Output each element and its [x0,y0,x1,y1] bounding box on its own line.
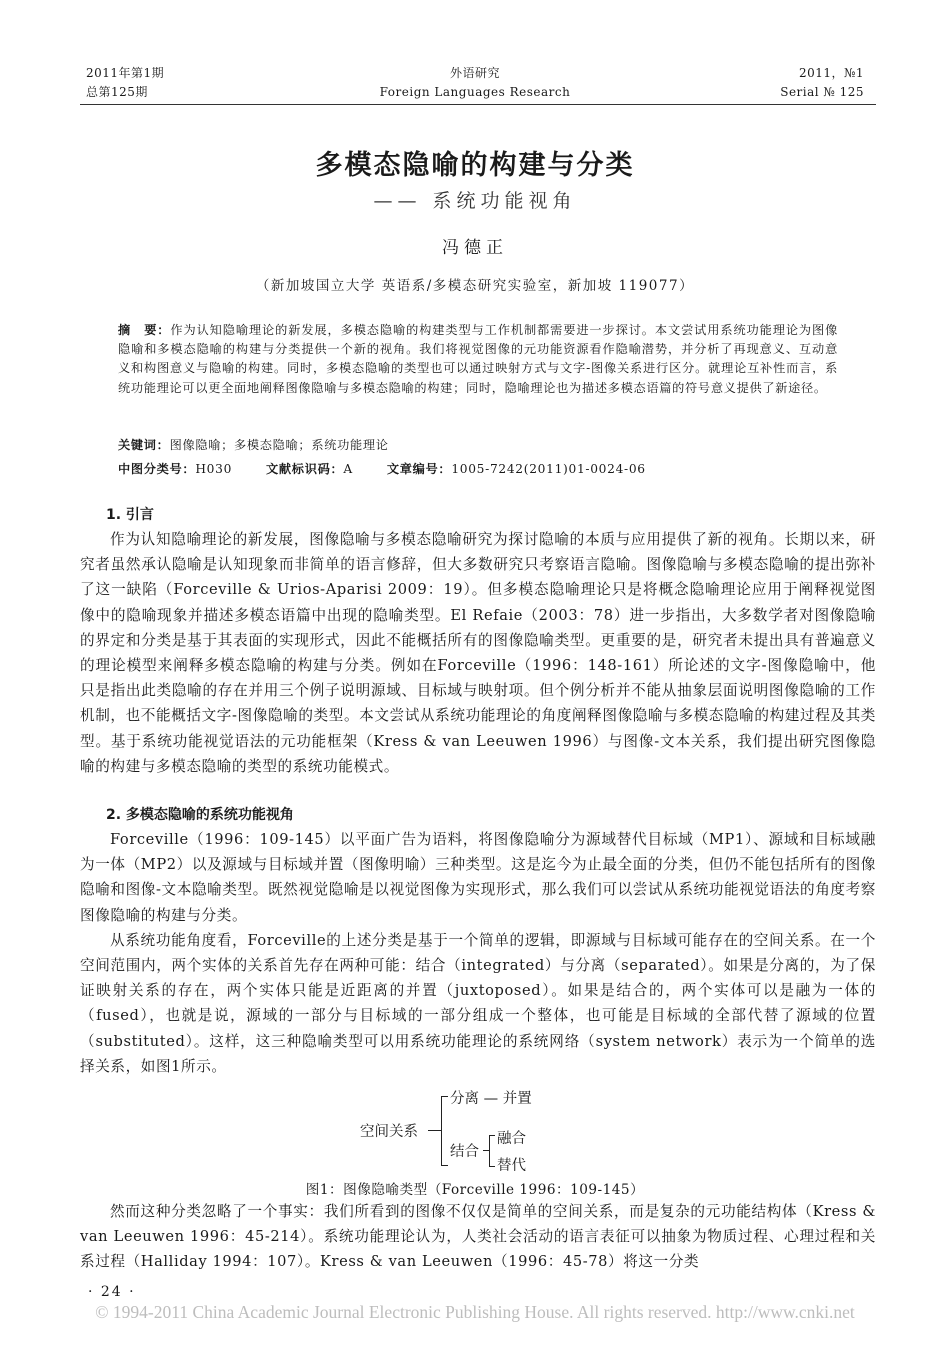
section-1-heading: 1. 引言 [106,507,154,523]
section-1-body: 作为认知隐喻理论的新发展，图像隐喻与多模态隐喻研究为探讨隐喻的本质与应用提供了新的视角。长期以来，研究者虽然承认隐喻是认知现象而非简单的语言修辞，但大多数研究只考察语言隐喻。图像隐喻与多模态隐喻的提出弥补了这一缺陷（Forceville & Urios-Aparisi 2009：19）。但多模态隐喻理论只是将概念隐喻理论应用于阐释视觉图像中的隐喻现象并描述多模态语篇中出现的隐喻类型。El Refaie（2003：78）进一步指出，大多数学者对图像隐喻的界定和分类是基于其表面的实现形式，因此不能概括所有的图像隐喻类型。更重要的是，研究者未提出具有普遍意义的理论模型来阐释多模态隐喻的构建与分类。例如在Forceville（1996：148-161）所论述的文字-图像隐喻中，他只是指出此类隐喻的存在并用三个例子说明源域、目标域与映射项。但个例分析并不能从抽象层面说明图像隐喻的工作机制，也不能概括文字-图像隐喻的类型。本文尝试从系统功能理论的角度阐释图像隐喻与多模态隐喻的构建过程及其类型。基于系统功能视觉语法的元功能框架（Kress & van Leeuwen 1996）与图像-文本关系，我们提出研究图像隐喻的构建与多模态隐喻的类型的系统功能模式。 [80,531,876,775]
header-issue: 2011年第1期 总第125期 [86,66,165,99]
author: 冯德正 [442,238,508,258]
figure-1-system-network [354,1084,564,1176]
figure-connector [428,1130,441,1131]
figure-leaf-substitute: 替代 [497,1158,526,1174]
copyright-watermark: © 1994-2011 China Academic Journal Electronic Publishing House. All rights reserved. http://www.cnki.net [95,1302,855,1322]
abstract [118,321,838,398]
keywords-label: 关键词： [118,438,170,452]
keywords [118,436,838,455]
figure-branch-integrated: 结合 [450,1144,479,1160]
figure-leaf-fuse: 融合 [497,1131,526,1147]
figure-sub-bracket [489,1135,490,1167]
figure-1-caption: 图1：图像隐喻类型（Forceville 1996：109-145） [305,1182,645,1198]
figure-root-label: 空间关系 [360,1124,418,1140]
page-number: · 24 · [88,1284,136,1300]
affiliation: （新加坡国立大学 英语系/多模态研究实验室，新加坡 119077） [255,278,695,294]
header-serial: 2011，№1 Serial № 125 [780,66,864,99]
keywords-text: 图像隐喻；多模态隐喻；系统功能理论 [169,438,389,452]
abstract-text: 作为认知隐喻理论的新发展，多模态隐喻的构建类型与工作机制都需要进一步探讨。本文尝试用系统功能理论为图像隐喻和多模态隐喻的构建与分类提供一个新的视角。我们将视觉图像的元功能资源看作隐喻潜势，并分析了再现意义、互动意义和构图意义与隐喻的构建。同时，多模态隐喻的类型也可以通过映射方式与文字-图像关系进行区分。就理论互补性而言，系统功能理论可以更全面地阐释图像隐喻与多模态隐喻的构建；同时，隐喻理论也为描述多模态语篇的符号意义提供了新途径。 [118,323,838,395]
classification-line: 中图分类号：H030 文献标识码：A 文章编号：1005-7242(2011)01-0024-06 [118,462,646,476]
paper-subtitle: —— 系统功能视角 [373,190,577,212]
header-rule [80,104,876,105]
paper-title: 多模态隐喻的构建与分类 [315,150,635,181]
section-2-heading: 2. 多模态隐喻的系统功能视角 [106,807,294,823]
figure-bracket [441,1096,442,1166]
abstract-label: 摘 要： [118,323,171,337]
figure-branch-separated: 分离 — 并置 [450,1091,532,1107]
body-continuation: 然而这种分类忽略了一个事实：我们所看到的图像不仅仅是简单的空间关系，而是复杂的元功能结构体（Kress & van Leeuwen 1996：45-214）。系统功能理论认为，人类社会活动的语言表征可以抽象为物质过程、心理过程和关系过程（Halliday 1994：107）。Kress & van Leeuwen（1996：45-78）将这一分类 [80,1203,876,1271]
section-2-body: Forceville（1996：109-145）以平面广告为语料，将图像隐喻分为源域替代目标域（MP1）、源域和目标域融为一体（MP2）以及源域与目标域并置（图像明喻）三种类型。这是迄今为止最全面的分类，但仍不能包括所有的图像隐喻和图像-文本隐喻类型。既然视觉隐喻是以视觉图像为实现形式，那么我们可以尝试从系统功能视觉语法的角度考察图像隐喻的构建与分类。 从系统功能角度看，Forceville的上述分类是基于一个简单的逻辑，即源域与目标域可能存在的空间关系。在一个空间范围内，两个实体的关系首先存在两种可能：结合（integrated）与分离（separated）。如果是分离的，为了保证映射关系的存在，两个实体只能是近距离的并置（juxtoposed）。如果是结合的，两个实体可以是融为一体的（fused），也就是说，源域的一部分与目标域的一部分组成一个整体，也可能是目标域的全部代替了源域的位置（substituted）。这样，这三种隐喻类型可以用系统功能理论的系统网络（system network）表示为一个简单的选择关系，如图1所示。 [80,831,876,1075]
header-journal: 外语研究 Foreign Languages Research [379,66,571,99]
